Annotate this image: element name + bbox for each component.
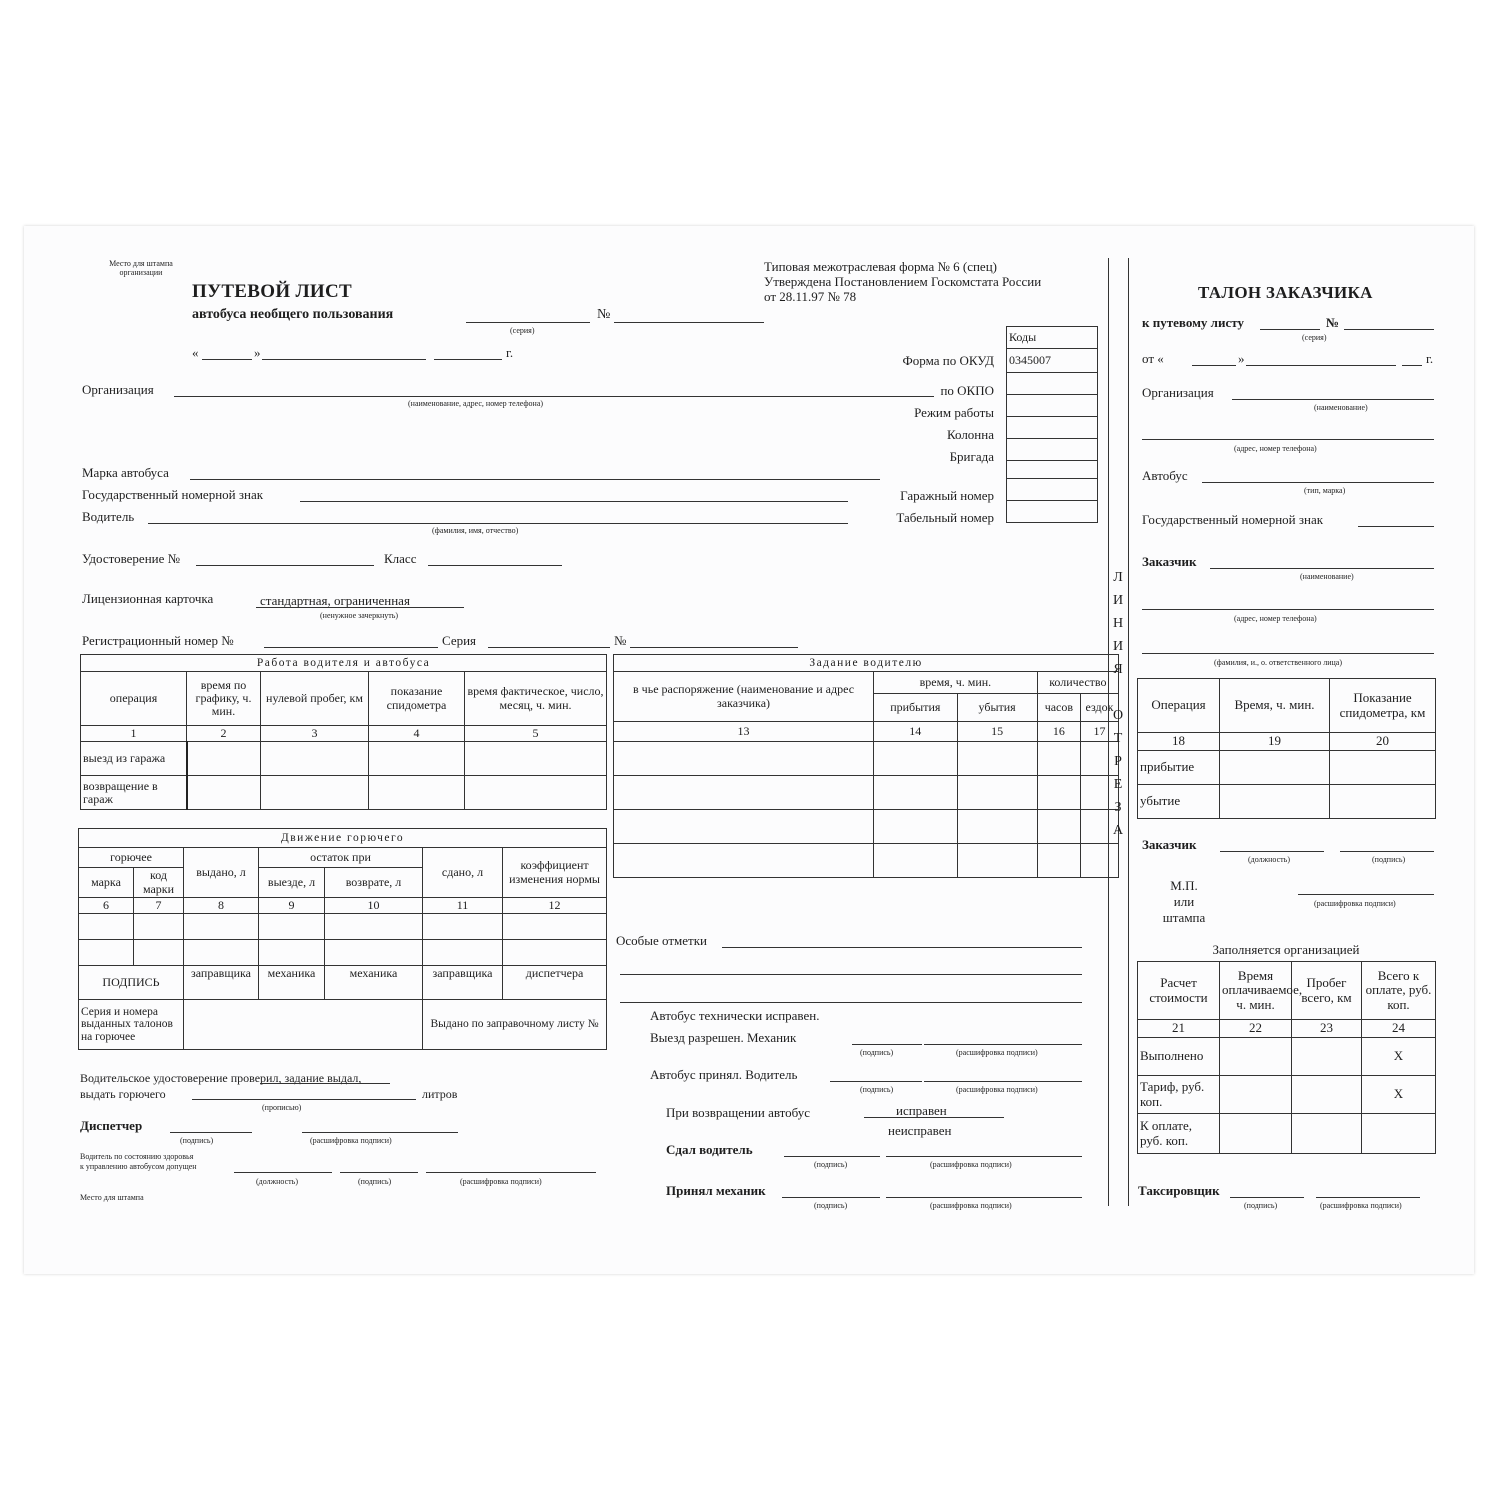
coupon-calc-table [1137, 961, 1436, 1154]
coupon-col-num: 19 [1220, 733, 1330, 751]
taxer-label: Таксировщик [1138, 1183, 1220, 1198]
fuel-col-coefficient: коэффициент изменения нормы [503, 848, 607, 898]
form-subtitle: автобуса необщего пользования [192, 307, 394, 322]
fuel-col-brand-code: код марки [134, 868, 184, 898]
bus-make-line[interactable] [190, 479, 880, 480]
work-table [80, 654, 607, 810]
coupon-ops-cell[interactable] [1220, 751, 1330, 785]
work-col-num: 5 [465, 726, 607, 742]
tab-number-label: Табельный номер [896, 510, 994, 525]
dispatcher-note-1: Водительское удостоверение проверил, задание выдал, [80, 1071, 362, 1085]
sign-caption: (подпись) [1244, 1201, 1278, 1210]
cut-line-letter [1108, 681, 1128, 704]
coupon-month-line[interactable] [1246, 365, 1396, 366]
bus-accepted-label: Автобус принял. Водитель [650, 1067, 798, 1082]
okud-code-cell[interactable]: 0345007 [1007, 349, 1098, 373]
coupon-series-line[interactable] [1260, 329, 1320, 330]
work-cell[interactable] [369, 742, 465, 776]
task-cell[interactable] [957, 844, 1037, 878]
calc-col-paid-time: Время оплачиваемое, ч. мин. [1220, 962, 1292, 1020]
accepted-name-line[interactable] [886, 1197, 1082, 1198]
task-col-customer: в чье распоряжение (наименование и адрес заказчика) [614, 672, 874, 722]
fuel-cell[interactable] [423, 914, 503, 940]
cut-line-text [1108, 566, 1128, 842]
sign-caption: (подпись) [814, 1201, 848, 1210]
cut-line-letter: Р [1114, 754, 1122, 769]
reg-number-line[interactable] [264, 647, 438, 648]
brigade-code-cell[interactable] [1007, 439, 1098, 461]
cut-line-letter: Н [1112, 616, 1124, 631]
decode-caption: (расшифровка подписи) [310, 1136, 392, 1145]
accepted-mechanic-label: Принял механик [666, 1183, 766, 1198]
calc-col-mileage: Пробег всего, км [1292, 962, 1362, 1020]
coupon-row-departure: убытие [1138, 785, 1220, 819]
special-notes-line[interactable] [722, 947, 1082, 948]
cut-line-letter: И [1112, 593, 1124, 608]
coupon-day-line[interactable] [1192, 365, 1236, 366]
fuel-cell[interactable] [423, 940, 503, 966]
sign-caption: (подпись) [358, 1177, 392, 1186]
date-day-line[interactable] [202, 359, 252, 360]
on-return-label: При возвращении автобус [666, 1105, 811, 1120]
license-label: Удостоверение № [82, 551, 181, 566]
calc-col-num: 22 [1220, 1020, 1292, 1038]
liters-label: литров [422, 1087, 458, 1101]
task-col-quantity: количество [1037, 672, 1118, 694]
date-close-quote: » [254, 345, 261, 360]
coupon-plate-line[interactable] [1358, 526, 1434, 527]
position-caption: (должность) [256, 1177, 298, 1186]
coupon-bus-line[interactable] [1202, 482, 1434, 483]
calc-row-done: Выполнено [1138, 1038, 1220, 1076]
work-cell[interactable] [187, 776, 261, 810]
coupon-close-quote: » [1238, 351, 1245, 366]
coupon-bus-caption: (тип, марка) [1304, 486, 1346, 495]
date-year-line[interactable] [434, 359, 502, 360]
return-ok-option[interactable]: исправен [896, 1103, 947, 1118]
cut-line-letter: А [1112, 823, 1124, 838]
task-col-num: 13 [614, 722, 874, 742]
cut-line-letter: Е [1113, 777, 1123, 792]
cut-line-letter: Т [1113, 731, 1123, 746]
fuel-table-title: Движение горючего [79, 829, 607, 848]
mechanic-name-line[interactable] [924, 1044, 1082, 1045]
mode-code-cell[interactable] [1007, 395, 1098, 417]
health-name-line[interactable] [426, 1172, 596, 1173]
work-col-num: 2 [187, 726, 261, 742]
tech-ok-label: Автобус технически исправен. [650, 1008, 820, 1023]
reg-number-label: Регистрационный номер № [82, 633, 234, 648]
bus-make-label: Марка автобуса [82, 465, 169, 480]
reg-no-sign: № [614, 633, 627, 648]
special-notes-label: Особые отметки [616, 933, 707, 948]
task-cell[interactable] [874, 844, 957, 878]
task-cell[interactable] [957, 742, 1037, 776]
task-cell[interactable] [1081, 844, 1119, 878]
fuel-sign-dispatcher: диспетчера [503, 966, 607, 1000]
fuel-cell[interactable] [134, 940, 184, 966]
calc-col-num: 24 [1362, 1020, 1436, 1038]
stamp-mp-1: М.П. [1170, 878, 1198, 893]
brigade-label: Бригада [949, 449, 994, 464]
fuel-cell[interactable] [259, 914, 325, 940]
fuel-col-at-return: возврате, л [325, 868, 423, 898]
task-cell[interactable] [614, 810, 874, 844]
health-note-1: Водитель по состоянию здоровья [80, 1152, 194, 1161]
coupon-col-num: 20 [1330, 733, 1436, 751]
decode-caption: (расшифровка подписи) [1314, 899, 1396, 908]
accepted-sign-line[interactable] [782, 1197, 880, 1198]
waybill-sheet [24, 226, 1474, 1274]
coupon-address-line[interactable] [1142, 439, 1434, 440]
fuel-cell[interactable] [79, 940, 134, 966]
task-col-num: 17 [1081, 722, 1119, 742]
calc-cell[interactable] [1362, 1114, 1436, 1154]
calc-cell[interactable] [1220, 1076, 1292, 1114]
sign-caption: (подпись) [860, 1048, 894, 1057]
garage-number-label: Гаражный номер [900, 488, 994, 503]
task-col-trips: ездок [1081, 694, 1119, 722]
calc-cell-x: X [1362, 1076, 1436, 1114]
license-card-line [256, 607, 464, 608]
fuel-signature-label: ПОДПИСЬ [79, 966, 184, 1000]
calc-cell[interactable] [1220, 1114, 1292, 1154]
fuel-cell[interactable] [325, 940, 423, 966]
codes-header: Коды [1007, 327, 1098, 349]
fuel-cell[interactable] [134, 914, 184, 940]
task-cell[interactable] [874, 742, 957, 776]
fuel-cell[interactable] [184, 914, 259, 940]
task-col-hours: часов [1037, 694, 1080, 722]
mechanic-sign-line[interactable] [852, 1044, 922, 1045]
reg-no-line[interactable] [630, 647, 798, 648]
decode-caption: (расшифровка подписи) [956, 1085, 1038, 1094]
coupon-to-sheet-label: к путевому листу [1142, 315, 1244, 330]
series-caption: (серия) [510, 326, 535, 335]
license-line[interactable] [196, 565, 374, 566]
work-col-num: 4 [369, 726, 465, 742]
calc-row-tariff: Тариф, руб. коп. [1138, 1076, 1220, 1114]
decode-caption: (расшифровка подписи) [460, 1177, 542, 1186]
fuel-col-returned: сдано, л [423, 848, 503, 898]
coupon-name-caption: (наименование) [1314, 403, 1368, 412]
coupon-sign-line[interactable] [1340, 851, 1434, 852]
coupon-decode-line[interactable] [1298, 894, 1434, 895]
driver-caption: (фамилия, имя, отчество) [432, 526, 519, 535]
coupon-ops-cell[interactable] [1330, 751, 1436, 785]
reg-series-label: Серия [442, 633, 477, 648]
cut-line-letter: Я [1113, 662, 1123, 677]
fuel-sign-refueler: заправщика [423, 966, 503, 1000]
fuel-sign-refueler: заправщика [184, 966, 259, 1000]
coupon-customer-address-caption: (адрес, номер телефона) [1234, 614, 1317, 623]
coupon-ops-cell[interactable] [1220, 785, 1330, 819]
coupon-col-speedometer: Показание спидометра, км [1330, 679, 1436, 733]
taxer-sign-line[interactable] [1230, 1197, 1304, 1198]
coupon-number-line[interactable] [1344, 329, 1434, 330]
work-col-actual-time: время фактическое, число, месяц, ч. мин. [465, 672, 607, 726]
stamp-mp-2: или [1173, 894, 1195, 909]
blank-code-cell[interactable] [1007, 461, 1098, 479]
coupon-address-caption: (адрес, номер телефона) [1234, 444, 1317, 453]
org-label: Организация [82, 382, 154, 397]
fuel-col-issued: выдано, л [184, 848, 259, 898]
task-cell[interactable] [957, 776, 1037, 810]
work-row-exit: выезд из гаража [81, 742, 187, 776]
special-notes-line[interactable] [620, 974, 1082, 975]
work-cell[interactable] [261, 776, 369, 810]
coupon-from-label: от « [1142, 351, 1164, 366]
work-cell[interactable] [465, 776, 607, 810]
garage-code-cell[interactable] [1007, 479, 1098, 501]
task-cell[interactable] [874, 776, 957, 810]
fuel-col-brand: марка [79, 868, 134, 898]
reg-series-line[interactable] [488, 647, 610, 648]
coupon-customer-caption: (наименование) [1300, 572, 1354, 581]
date-open-quote: « [192, 345, 199, 360]
work-col-schedule: время по графику, ч. мин. [187, 672, 261, 726]
series-line[interactable] [466, 322, 590, 323]
task-cell[interactable] [614, 742, 874, 776]
fuel-col-num: 12 [503, 898, 607, 914]
task-cell[interactable] [957, 810, 1037, 844]
calc-cell[interactable] [1292, 1076, 1362, 1114]
org-caption: (наименование, адрес, номер телефона) [408, 399, 544, 408]
coupon-col-operation: Операция [1138, 679, 1220, 733]
dispatcher-name-line[interactable] [302, 1132, 458, 1133]
coupon-org-line[interactable] [1232, 399, 1434, 400]
sign-caption: (подпись) [814, 1160, 848, 1169]
number-sign: № [597, 307, 611, 322]
health-sign-line[interactable] [340, 1172, 418, 1173]
coupon-year-line[interactable] [1402, 365, 1422, 366]
coupon-ops-cell[interactable] [1330, 785, 1436, 819]
work-col-zero-run: нулевой пробег, км [261, 672, 369, 726]
form-type-line-3: от 28.11.97 № 78 [764, 289, 857, 304]
fuel-col-num: 8 [184, 898, 259, 914]
handed-name-line[interactable] [886, 1156, 1082, 1157]
work-col-num: 1 [81, 726, 187, 742]
stamp-place-note: Место для штампа организации [109, 259, 173, 277]
fuel-cell[interactable] [503, 940, 607, 966]
fuel-col-at-exit: выезде, л [259, 868, 325, 898]
task-col-num: 15 [957, 722, 1037, 742]
decode-caption: (расшифровка подписи) [1320, 1201, 1402, 1210]
coupon-col-time: Время, ч. мин. [1220, 679, 1330, 733]
license-card-caption: (ненужное зачеркнуть) [320, 611, 399, 620]
dispatcher-label: Диспетчер [80, 1118, 143, 1133]
task-cell[interactable] [1037, 844, 1080, 878]
driver-label: Водитель [82, 509, 135, 524]
coupon-title: ТАЛОН ЗАКАЗЧИКА [1198, 283, 1373, 302]
year-suffix: г. [506, 345, 514, 360]
coupon-ops-table [1137, 678, 1436, 819]
dispatcher-note-2: выдать горючего [80, 1087, 166, 1101]
work-col-num: 3 [261, 726, 369, 742]
fuel-col-num: 9 [259, 898, 325, 914]
fuel-coupons-label: Серия и номера выданных талонов на горючее [79, 1000, 184, 1050]
fuel-col-num: 11 [423, 898, 503, 914]
taxer-name-line[interactable] [1316, 1197, 1420, 1198]
coupon-customer-address-line[interactable] [1142, 609, 1434, 610]
task-col-time: время, ч. мин. [874, 672, 1038, 694]
work-col-operation: операция [81, 672, 187, 726]
driver-sign-line[interactable] [830, 1081, 922, 1082]
exit-allowed-label: Выезд разрешен. Механик [650, 1030, 797, 1045]
dispatcher-sign-line[interactable] [170, 1132, 252, 1133]
form-type-line-1: Типовая межотраслевая форма № 6 (спец) [764, 259, 997, 274]
okpo-label: по ОКПО [940, 383, 994, 398]
cut-line-letter: З [1114, 800, 1122, 815]
fuel-sign-mechanic: механика [325, 966, 423, 1000]
sign-caption: (подпись) [860, 1085, 894, 1094]
sign-caption: (подпись) [1372, 855, 1406, 864]
calc-col-num: 21 [1138, 1020, 1220, 1038]
task-cell[interactable] [1037, 776, 1080, 810]
work-cell[interactable] [261, 742, 369, 776]
stamp-place-bottom: Место для штампа [80, 1193, 144, 1202]
work-row-return: возвращение в гараж [81, 776, 187, 810]
column-code-cell[interactable] [1007, 417, 1098, 439]
calc-col-total: Всего к оплате, руб. коп. [1362, 962, 1436, 1020]
coupon-responsible-line[interactable] [1142, 653, 1434, 654]
return-status-line [864, 1117, 1004, 1118]
fuel-sign-mechanic: механика [259, 966, 325, 1000]
fuel-col-num: 10 [325, 898, 423, 914]
fuel-coupons-cell[interactable] [184, 1000, 423, 1050]
license-card-label: Лицензионная карточка [82, 591, 214, 606]
work-table-title: Работа водителя и автобуса [81, 655, 607, 672]
coupon-bus-label: Автобус [1142, 468, 1188, 483]
coupon-row-arrival: прибытие [1138, 751, 1220, 785]
handed-sign-line[interactable] [784, 1156, 880, 1157]
cut-line-letter: О [1112, 708, 1124, 723]
calc-cell[interactable] [1292, 1114, 1362, 1154]
cut-line-right [1128, 258, 1129, 1206]
coupon-number-sign: № [1326, 315, 1340, 330]
work-col-speedometer: показание спидометра [369, 672, 465, 726]
handed-driver-label: Сдал водитель [666, 1142, 753, 1157]
okud-label: Форма по ОКУД [902, 353, 994, 368]
task-cell[interactable] [614, 776, 874, 810]
fuel-cell[interactable] [325, 914, 423, 940]
fuel-issued-by-sheet: Выдано по заправочному листу № [423, 1000, 607, 1050]
task-col-departure: убытия [957, 694, 1037, 722]
fuel-col-num: 7 [134, 898, 184, 914]
decode-caption: (расшифровка подписи) [930, 1201, 1012, 1210]
coupon-series-caption: (серия) [1302, 333, 1327, 342]
work-cell[interactable] [187, 742, 261, 776]
coupon-org-label: Организация [1142, 385, 1214, 400]
calc-cell-x: X [1362, 1038, 1436, 1076]
calc-col-cost: Расчет стоимости [1138, 962, 1220, 1020]
calc-cell[interactable] [1220, 1038, 1292, 1076]
fuel-cell[interactable] [79, 914, 134, 940]
stamp-mp-3: штампа [1162, 910, 1206, 925]
coupon-plate-label: Государственный номерной знак [1142, 512, 1324, 527]
license-card-value: стандартная, ограниченная [260, 593, 410, 608]
health-note-2: к управлению автобусом допущен [80, 1162, 197, 1171]
work-cell[interactable] [369, 776, 465, 810]
plate-line[interactable] [300, 501, 848, 502]
health-position-line[interactable] [234, 1172, 332, 1173]
coupon-customer-sign-label: Заказчик [1142, 837, 1197, 852]
coupon-position-line[interactable] [1220, 851, 1324, 852]
fuel-cell[interactable] [503, 914, 607, 940]
cut-line-letter: Л [1113, 570, 1123, 585]
return-faulty-option[interactable]: неисправен [888, 1123, 952, 1138]
decode-caption: (расшифровка подписи) [930, 1160, 1012, 1169]
column-label: Колонна [946, 427, 994, 442]
task-col-num: 14 [874, 722, 957, 742]
fuel-col-num: 6 [79, 898, 134, 914]
task-table-title: Задание водителю [614, 655, 1119, 672]
coupon-col-num: 18 [1138, 733, 1220, 751]
calc-cell[interactable] [1292, 1038, 1362, 1076]
driver-name-line[interactable] [924, 1081, 1082, 1082]
fuel-cell[interactable] [184, 940, 259, 966]
decode-caption: (расшифровка подписи) [956, 1048, 1038, 1057]
fuel-words-line[interactable] [192, 1099, 416, 1100]
coupon-responsible-caption: (фамилия, и., о. ответственного лица) [1214, 658, 1342, 667]
fuel-table [78, 828, 607, 1050]
cut-line-letter: И [1112, 639, 1124, 654]
words-caption: (прописью) [262, 1103, 302, 1112]
coupon-customer-line[interactable] [1210, 568, 1434, 569]
class-label: Класс [384, 551, 417, 566]
task-cell[interactable] [1037, 810, 1080, 844]
task-cell[interactable] [874, 810, 957, 844]
sign-caption: (подпись) [180, 1136, 214, 1145]
task-col-arrival: прибытия [874, 694, 957, 722]
tab-code-cell[interactable] [1007, 501, 1098, 523]
special-notes-line[interactable] [620, 1002, 1082, 1003]
coupon-customer-label: Заказчик [1142, 554, 1197, 569]
work-cell[interactable] [465, 742, 607, 776]
filled-by-org-label: Заполняется организацией [1212, 942, 1360, 957]
okpo-code-cell[interactable] [1007, 373, 1098, 395]
codes-table [1006, 326, 1098, 523]
number-line[interactable] [614, 322, 764, 323]
driver-line[interactable] [148, 523, 848, 524]
task-table [613, 654, 1119, 878]
task-cell[interactable] [614, 844, 874, 878]
calc-col-num: 23 [1292, 1020, 1362, 1038]
task-cell[interactable] [1037, 742, 1080, 776]
class-line[interactable] [428, 565, 562, 566]
fuel-cell[interactable] [259, 940, 325, 966]
dispatcher-note-line[interactable] [260, 1083, 390, 1084]
form-title: ПУТЕВОЙ ЛИСТ [192, 281, 352, 302]
position-caption: (должность) [1248, 855, 1290, 864]
fuel-col-remainder: остаток при [259, 848, 423, 868]
form-type-line-2: Утверждена Постановлением Госкомстата России [764, 274, 1042, 289]
fuel-col-fuel: горючее [79, 848, 184, 868]
task-col-num: 16 [1037, 722, 1080, 742]
work-mode-label: Режим работы [914, 405, 994, 420]
plate-label: Государственный номерной знак [82, 487, 264, 502]
coupon-year-suffix: г. [1426, 351, 1434, 366]
calc-row-to-pay: К оплате, руб. коп. [1138, 1114, 1220, 1154]
date-month-line[interactable] [262, 359, 426, 360]
